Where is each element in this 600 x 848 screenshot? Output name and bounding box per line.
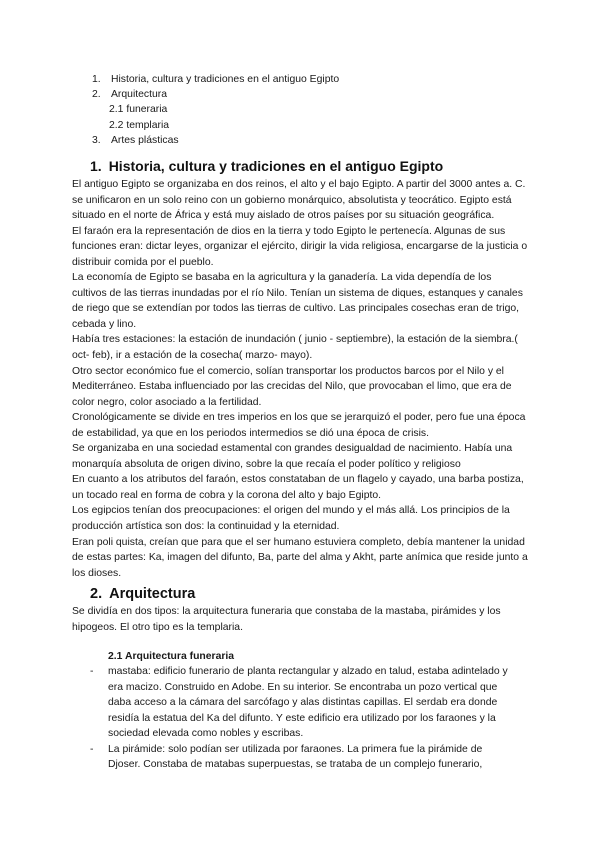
toc-item: [92, 133, 339, 148]
toc-item: [92, 87, 339, 102]
bullet-dash: -: [90, 666, 94, 677]
bullet-dash: -: [90, 743, 94, 755]
bullet-list: [90, 664, 512, 773]
paragraph: Cronológicamente se divide en tres imperios en los que se jerarquizó el poder, pero fue una época de estabilidad, ya que en los periodos intermedios se dió una época de crisis.: [72, 412, 526, 439]
toc-label: Historia, cultura y tradiciones en el antiguo Egipto: [111, 74, 340, 85]
toc-label: 2.1 funeraria: [109, 104, 168, 116]
section-number: 1.: [90, 158, 102, 174]
section-1-heading: [90, 157, 443, 175]
toc-label: Artes plásticas: [111, 134, 179, 146]
toc-label: 2.2 templaria: [109, 119, 170, 131]
paragraph: El faraón era la representación de dios en la tierra y todo Egipto le pertenecía. Algunas de sus funciones eran: dictar leyes, organizar el ejército, dirigir la vida religiosa, encargarse de la justicia o distribuir comida por el pueblo.: [72, 225, 528, 268]
toc-item: [92, 72, 339, 87]
toc-number: 2.: [92, 89, 101, 101]
toc-subitem: [92, 118, 339, 133]
section-2-body: [72, 604, 528, 635]
paragraph: Había tres estaciones: la estación de inundación ( junio - septiembre), la estación de la siembra.( oct- feb), ir a estación de la cosecha( marzo- mayo).: [72, 334, 518, 362]
paragraph: Eran poli quista, creían que para que el ser humano estuviera completo, debía mantener la unidad de estas partes: Ka, imagen del difunto, Ba, parte del alma y Akht, parte anímica que reside junto a los dioses.: [72, 536, 528, 579]
section-title: Historia, cultura y tradiciones en el antiguo Egipto: [108, 158, 444, 174]
list-item-text: mastaba: edificio funerario de planta rectangular y alzado en talud, estaba adintelado y era macizo. Construido en Adobe. En su interior. Se encontraba un pozo vertical que daba acceso a la cámara del sarcófago y alas distintas capillas. El serdab era donde residía la estatua del Ka del difunto. Y este edificio era utilizado por los faraones y la sociedad elevada como nobles y escribas.: [108, 666, 508, 740]
paragraph: La economía de Egipto se basaba en la agricultura y la ganadería. La vida dependía de los cultivos de las tierras inundadas por el río Nilo. Tenían un sistema de diques, estanques y canales de riego que se extendían por todos las tierras de cultivo. Las principales cosechas eran de trigo, cebada y lino.: [72, 272, 523, 330]
toc-label: Arquitectura: [111, 89, 168, 101]
list-item: [90, 742, 512, 773]
paragraph: Otro sector económico fue el comercio, solían transportar los productos barcos por el Nilo y el Mediterráneo. Estaba influenciado por las crecidas del Nilo, que provocaban el limo, que era de color negro, color asociado a la fertilidad.: [72, 365, 512, 408]
section-1-body: [72, 177, 528, 581]
paragraph: Los egipcios tenían dos preocupaciones: el origen del mundo y el más allá. Los principios de la producción artística son dos: la continuidad y la eternidad.: [72, 505, 510, 533]
list-item-text: La pirámide: solo podían ser utilizada por faraones. La primera fue la pirámide de Djoser. Constaba de matabas superpuestas, se trataba de un complejo funerario,: [108, 743, 483, 771]
toc-number: 1.: [92, 74, 101, 85]
paragraph: Se organizaba en una sociedad estamental con grandes desigualdad de nacimiento. Había una monarquía absoluta de origen divino, sobre la que recaía el poder político y religioso: [72, 443, 513, 470]
subsection-heading: 2.1 Arquitectura funeraria: [108, 651, 235, 662]
section-2-heading: [90, 585, 195, 603]
paragraph: El antiguo Egipto se organizaba en dos reinos, el alto y el bajo Egipto. A partir del 3000 antes a. C. se unificaron en un solo reino con un gobierno monárquico, absolutista y teocrático. Egipto está situado en el norte de África y está muy aislado de otros países por su situación geográfica.: [72, 179, 526, 222]
section-title: Arquitectura: [109, 586, 196, 602]
paragraph: En cuanto a los atributos del faraón, estos constataban de un flagelo y cayado, una barba postiza, un tocado real en forma de cobra y la corona del alto y bajo Egipto.: [72, 474, 524, 501]
paragraph: Se dividía en dos tipos: la arquitectura funeraria que constaba de la mastaba, pirámides y los hipogeos. El otro tipo es la templaria.: [72, 606, 501, 633]
section-number: 2.: [90, 586, 103, 602]
toc-number: 3.: [92, 134, 101, 146]
list-item: [90, 664, 512, 742]
table-of-contents: [92, 72, 339, 148]
toc-subitem: [92, 102, 339, 117]
